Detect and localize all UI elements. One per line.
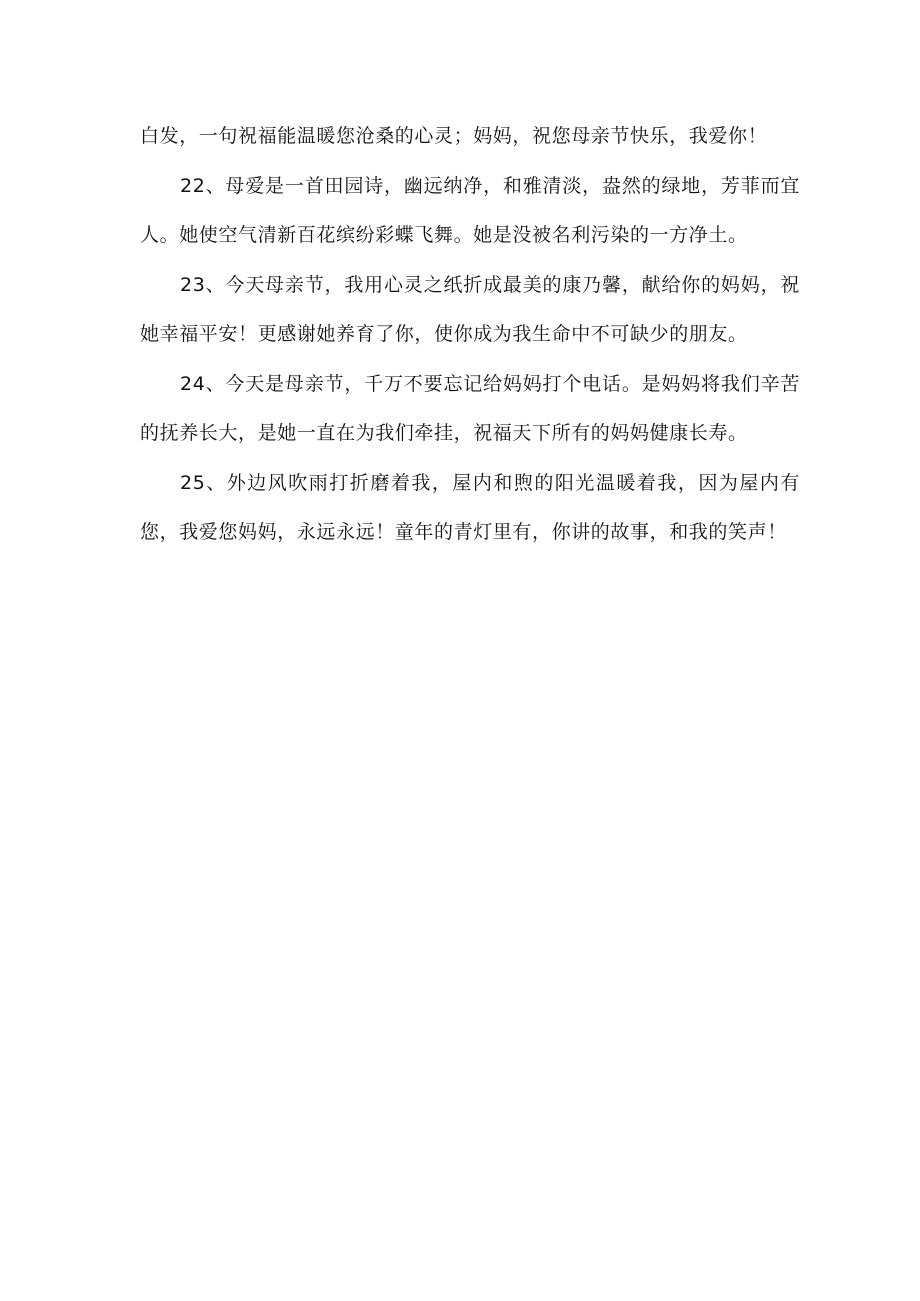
paragraph-25: 25、外边风吹雨打折磨着我，屋内和煦的阳光温暖着我，因为屋内有您，我爱您妈妈，永远永远！童年的青灯里有，你讲的故事，和我的笑声！	[140, 471, 800, 543]
paragraph-24: 24、今天是母亲节，千万不要忘记给妈妈打个电话。是妈妈将我们辛苦的抚养长大，是她一直在为我们牵挂，祝福天下所有的妈妈健康长寿。	[140, 372, 800, 444]
paragraph-23: 23、今天母亲节，我用心灵之纸折成最美的康乃馨，献给你的妈妈，祝她幸福平安！更感谢她养育了你，使你成为我生命中不可缺少的朋友。	[140, 273, 800, 345]
document-body	[140, 112, 800, 558]
paragraph-22: 22、母爱是一首田园诗，幽远纳净，和雅清淡，盎然的绿地，芳菲而宜人。她使空气清新百花缤纷彩蝶飞舞。她是没被名利污染的一方净土。	[140, 174, 800, 246]
paragraph-continuation: 白发，一句祝福能温暖您沧桑的心灵；妈妈，祝您母亲节快乐，我爱你！	[140, 125, 768, 147]
